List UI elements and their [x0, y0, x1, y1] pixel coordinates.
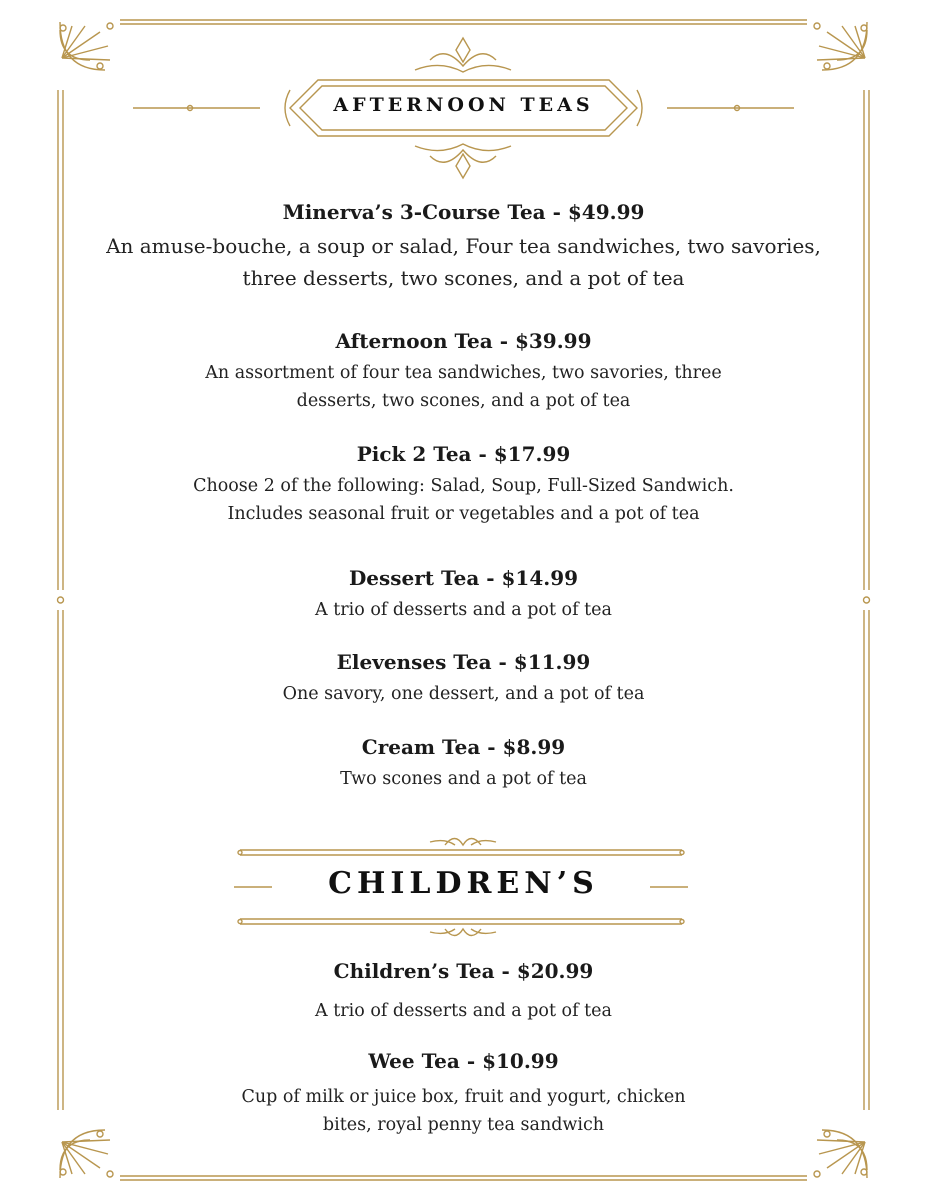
- item-description: [0, 997, 927, 1025]
- item-description-line: An amuse-bouche, a soup or salad, Four tea sandwiches, two savories,: [106, 234, 821, 258]
- corner-ornament-top-left: [60, 22, 113, 70]
- item-title: Dessert Tea - $14.99: [348, 566, 579, 590]
- item-title: Pick 2 Tea - $17.99: [356, 442, 571, 466]
- item-title: Cream Tea - $8.99: [361, 735, 566, 759]
- menu-item-wee-tea: [0, 1047, 927, 1139]
- item-description: [0, 472, 927, 528]
- menu-item-afternoon-tea: [0, 327, 927, 415]
- menu-item-minervas-tea: [0, 198, 927, 294]
- item-title: Minerva’s 3-Course Tea - $49.99: [282, 200, 645, 224]
- childrens-heading: CHILDREN’S: [328, 866, 599, 901]
- item-description: [0, 1083, 927, 1139]
- item-title: Children’s Tea - $20.99: [333, 959, 594, 983]
- item-description-line: desserts, two scones, and a pot of tea: [296, 391, 631, 411]
- menu-item-cream-tea: [0, 733, 927, 793]
- item-description-line: A trio of desserts and a pot of tea: [315, 1001, 612, 1021]
- item-description: [0, 359, 927, 415]
- afternoon-teas-heading: AFTERNOON TEAS: [333, 94, 594, 116]
- item-description-line: Two scones and a pot of tea: [340, 769, 587, 789]
- menu-item-dessert-tea: [0, 564, 927, 624]
- item-description-line: bites, royal penny tea sandwich: [322, 1115, 605, 1135]
- item-description-line: Includes seasonal fruit or vegetables and a pot of tea: [227, 504, 700, 524]
- item-description-line: A trio of desserts and a pot of tea: [315, 600, 612, 620]
- item-description-line: One savory, one dessert, and a pot of tea: [282, 684, 645, 704]
- item-description: [0, 230, 927, 294]
- item-title: Elevenses Tea - $11.99: [336, 650, 591, 674]
- menu-item-childrens-tea: [0, 957, 927, 1025]
- item-description: [0, 680, 927, 708]
- item-title: Afternoon Tea - $39.99: [335, 329, 592, 353]
- item-title: Wee Tea - $10.99: [368, 1049, 559, 1073]
- item-description-line: Choose 2 of the following: Salad, Soup, Full-Sized Sandwich.: [193, 476, 734, 496]
- item-description-line: three desserts, two scones, and a pot of tea: [242, 266, 685, 290]
- item-description: [0, 765, 927, 793]
- item-description-line: An assortment of four tea sandwiches, two savories, three: [205, 363, 722, 383]
- corner-ornament-top-right: [814, 22, 867, 70]
- item-description-line: Cup of milk or juice box, fruit and yogurt, chicken: [241, 1087, 686, 1107]
- menu-item-elevenses-tea: [0, 648, 927, 708]
- item-description: [0, 596, 927, 624]
- menu-item-pick-2-tea: [0, 440, 927, 528]
